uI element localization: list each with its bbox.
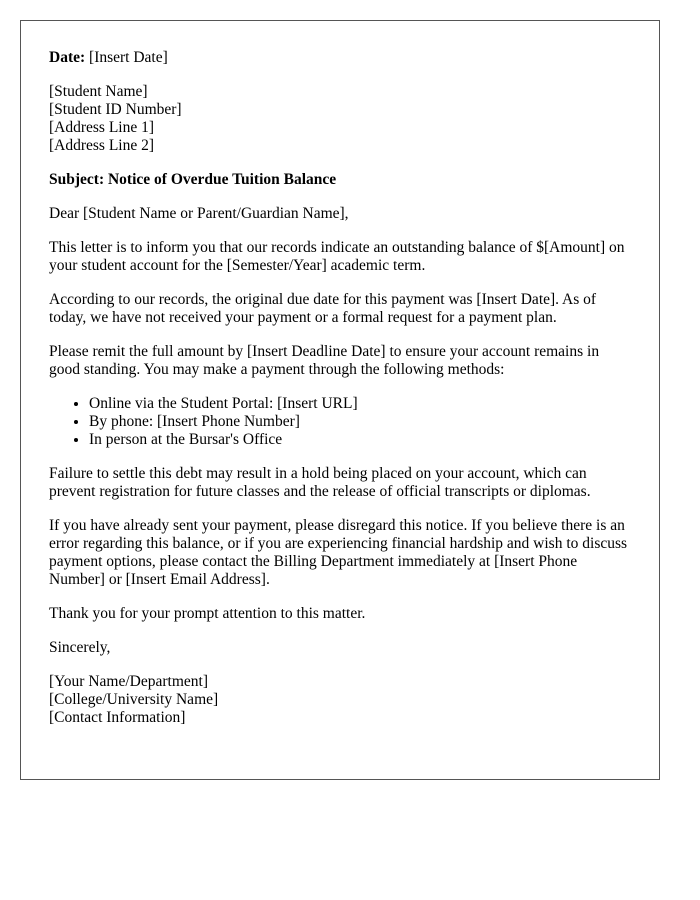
list-item: • In person at the Bursar's Office — [89, 431, 631, 449]
paragraph: Failure to settle this debt may result in a hold being placed on your account, which can prevent registration for future classes and the release of official transcripts or diplomas. — [49, 465, 591, 500]
payment-methods — [49, 395, 631, 449]
list-item: • Online via the Student Portal: [Insert URL] — [89, 395, 631, 413]
signature-block: [Your Name/Department] [College/University Name] [Contact Information] — [49, 673, 219, 726]
paragraph: According to our records, the original due date for this payment was [Insert Date]. As of today, we have not received your payment or a formal request for a payment plan. — [49, 291, 597, 326]
letter — [20, 20, 660, 780]
paragraph: Thank you for your prompt attention to this matter. — [49, 605, 366, 622]
salutation: Dear [Student Name or Parent/Guardian Name], — [49, 205, 349, 222]
paragraph: If you have already sent your payment, please disregard this notice. If you believe there is an error regarding this balance, or if you are experiencing financial hardship and wish to discuss payment options, please contact the Billing Department immediately at [Insert Phone Number] or [Insert Email Address]. — [49, 517, 628, 588]
date-line: Date: [Insert Date] — [49, 49, 168, 66]
paragraph: Please remit the full amount by [Insert Deadline Date] to ensure your account remains in good standing. You may make a payment through the following methods: — [49, 343, 600, 378]
closing: Sincerely, — [49, 639, 111, 656]
list-item: • By phone: [Insert Phone Number] — [89, 413, 631, 431]
paragraph: This letter is to inform you that our records indicate an outstanding balance of $[Amount] on your student account for the [Semester/Year] academic term. — [49, 239, 625, 274]
subject: Subject: Notice of Overdue Tuition Balance — [49, 171, 337, 188]
recipient-block: [Student Name] [Student ID Number] [Address Line 1] [Address Line 2] — [49, 83, 182, 154]
